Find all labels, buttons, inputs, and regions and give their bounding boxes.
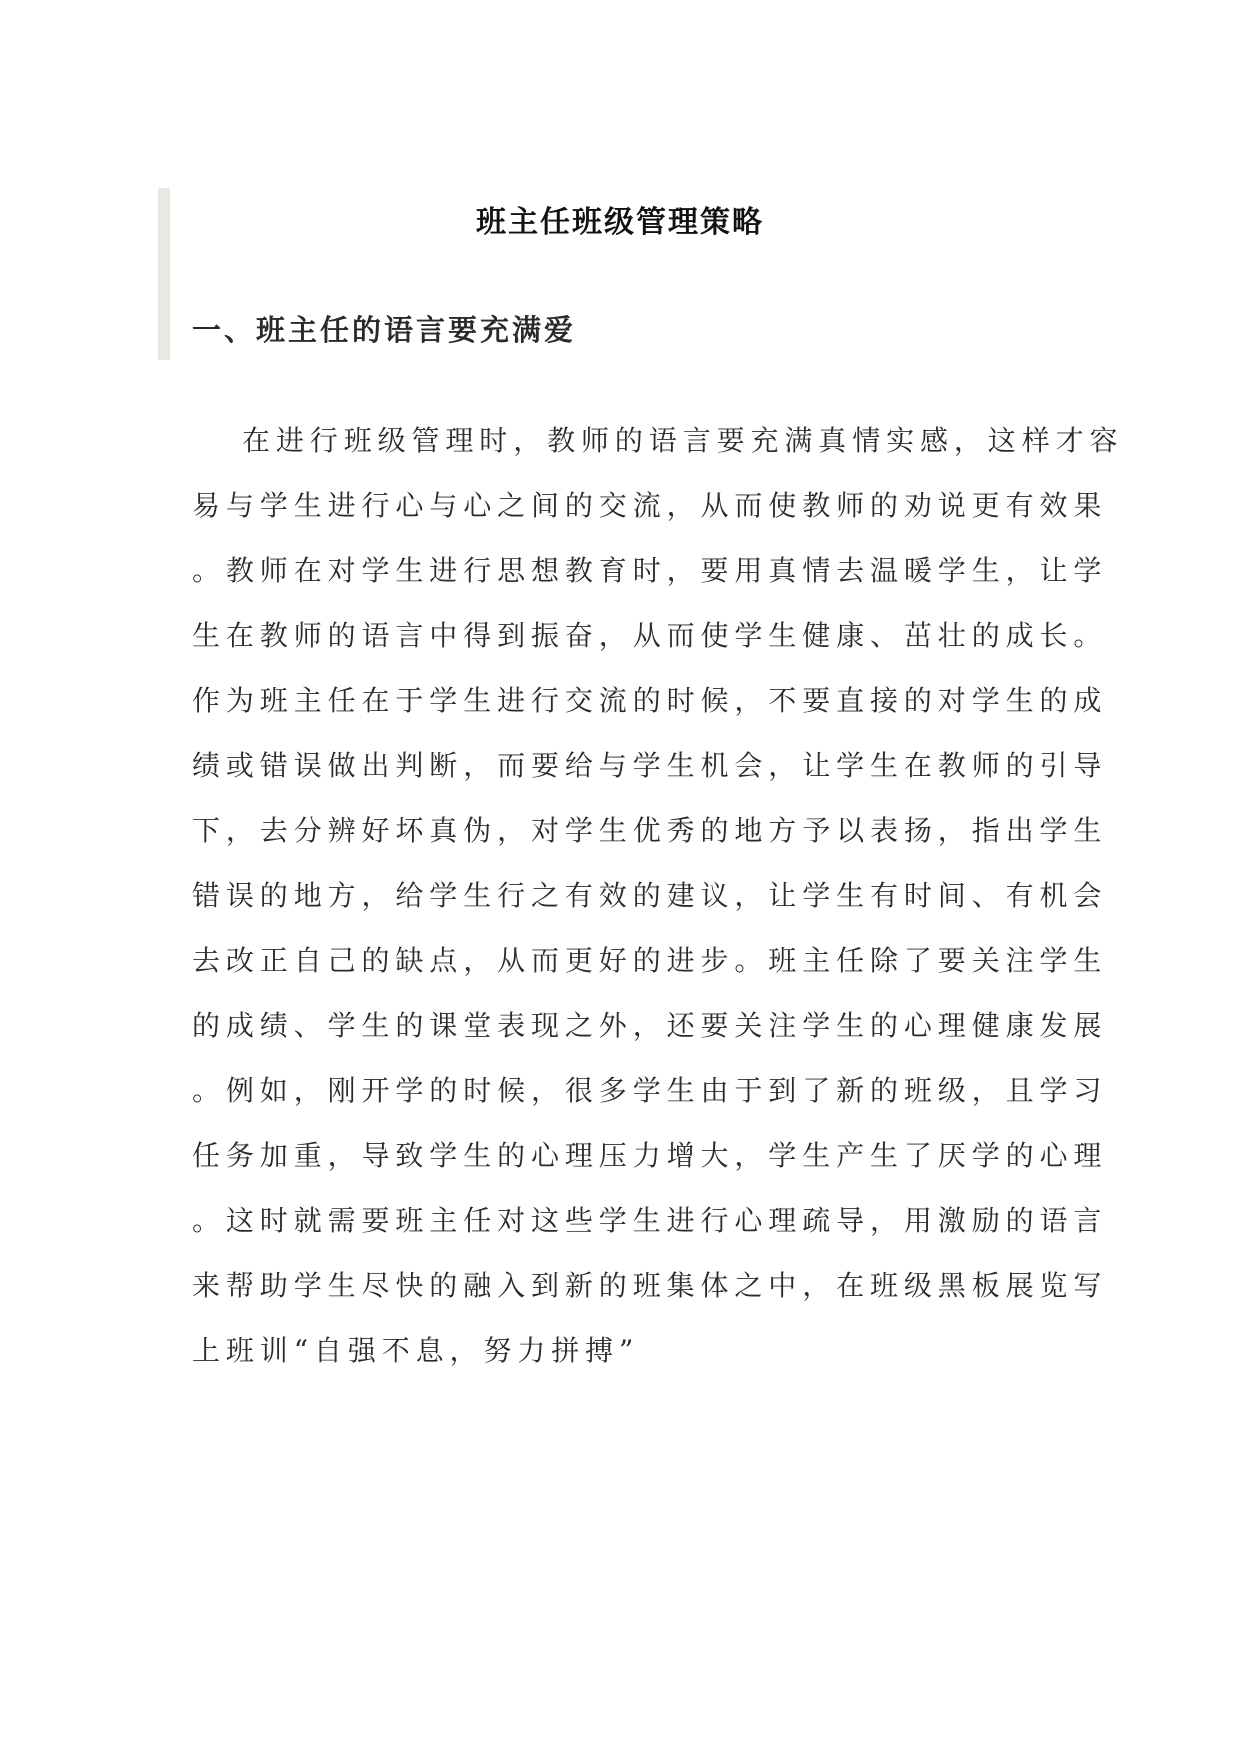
paragraph-line: 去改正自己的缺点，从而更好的进步。班主任除了要关注学生: [192, 944, 1108, 977]
paragraph-line: 的成绩、学生的课堂表现之外，还要关注学生的心理健康发展: [192, 1009, 1108, 1042]
margin-accent-bar: [158, 188, 170, 360]
paragraph-line: 上班训“自强不息，努力拼搏”: [192, 1334, 640, 1367]
body-paragraph: [192, 408, 1124, 1383]
paragraph-line: 来帮助学生尽快的融入到新的班集体之中，在班级黑板展览写: [192, 1269, 1108, 1302]
paragraph-line: 在进行班级管理时，教师的语言要充满真情实感，这样才容: [242, 424, 1124, 457]
paragraph-line: 绩或错误做出判断，而要给与学生机会，让学生在教师的引导: [192, 749, 1108, 782]
paragraph-line: 作为班主任在于学生进行交流的时候，不要直接的对学生的成: [192, 684, 1108, 717]
paragraph-line: 下，去分辨好坏真伪，对学生优秀的地方予以表扬，指出学生: [192, 814, 1108, 847]
paragraph-line: 错误的地方，给学生行之有效的建议，让学生有时间、有机会: [192, 879, 1108, 912]
paragraph-line: 。例如，刚开学的时候，很多学生由于到了新的班级，且学习: [192, 1074, 1108, 1107]
document-title: 班主任班级管理策略: [476, 205, 764, 240]
paragraph-line: 。这时就需要班主任对这些学生进行心理疏导，用激励的语言: [192, 1204, 1108, 1237]
paragraph-line: 。教师在对学生进行思想教育时，要用真情去温暖学生，让学: [192, 554, 1108, 587]
paragraph-line: 易与学生进行心与心之间的交流，从而使教师的劝说更有效果: [192, 489, 1108, 522]
paragraph-line: 生在教师的语言中得到振奋，从而使学生健康、茁壮的成长。: [192, 619, 1108, 652]
section-heading: 一、班主任的语言要充满爱: [192, 313, 577, 347]
paragraph-line: 任务加重，导致学生的心理压力增大，学生产生了厌学的心理: [192, 1139, 1108, 1172]
